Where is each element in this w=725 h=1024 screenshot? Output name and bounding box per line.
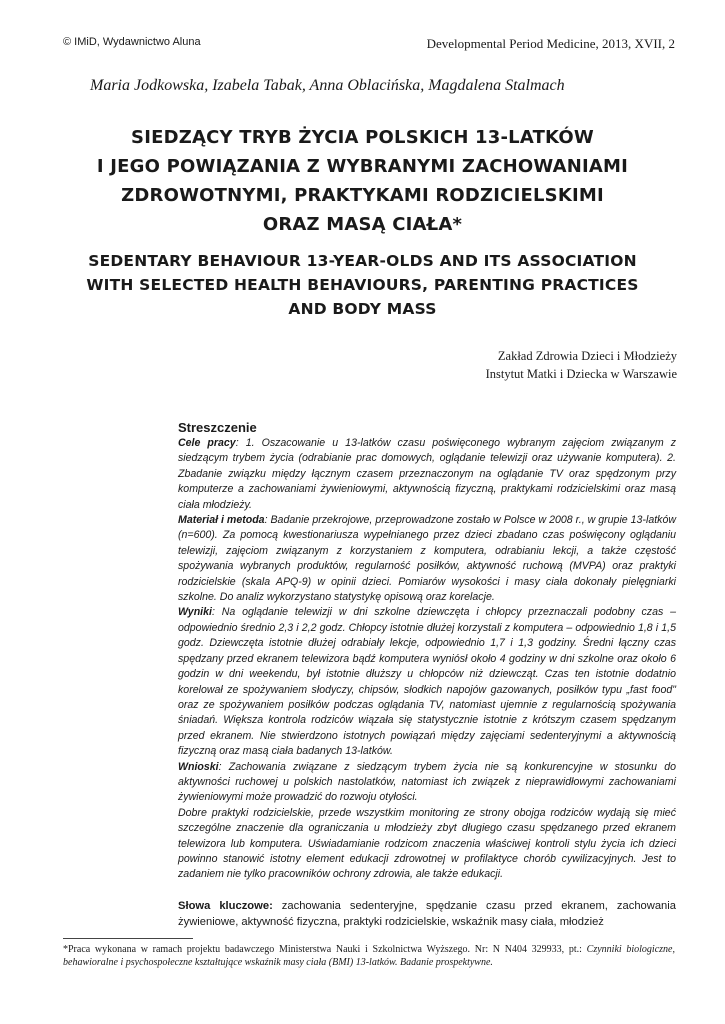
abstract-aims — [178, 436, 676, 513]
methods-label: Materiał i metoda — [178, 514, 265, 527]
title-english — [40, 249, 685, 321]
footnote-divider — [63, 938, 193, 939]
journal-copyright: © IMiD, Wydawnictwo Aluna — [63, 36, 201, 48]
conclusions-text: : Zachowania związane z siedzącym trybem życia nie są konkurencyjne w stosunku do aktywności ruchowej u polskich nastolatków, natomiast ich związek z nieprawidłowymi zachowaniami żywieniowymi może prowadzić do rozwoju otyłości. — [178, 760, 676, 804]
keywords-text: zachowania sedenteryjne, spędzanie czasu przed ekranem, zachowania żywieniowe, aktywność fizyczna, praktyki rodzicielskie, wskaźnik masy ciała, młodzież — [178, 899, 676, 928]
title-polish-line: SIEDZĄCY TRYB ŻYCIA POLSKICH 13-LATKÓW — [131, 127, 594, 148]
title-polish — [40, 123, 685, 239]
affiliation — [486, 347, 677, 383]
title-english-line: SEDENTARY BEHAVIOUR 13-YEAR-OLDS AND ITS ASSOCIATION — [88, 252, 637, 270]
title-english-line: AND BODY MASS — [288, 300, 437, 318]
abstract — [178, 420, 676, 930]
title-polish-line: I JEGO POWIĄZANIA Z WYBRANYMI ZACHOWANIAMI — [96, 156, 629, 177]
conclusions-label: Wnioski — [178, 760, 219, 773]
journal-citation: Developmental Period Medicine, 2013, XVII, 2 — [426, 36, 675, 51]
footnote-text: *Praca wykonana w ramach projektu badawczego Ministerstwa Nauki i Szkolnictwa Wyższego. Nr: N N404 329933, pt.: — [63, 944, 587, 955]
affiliation-institute: Instytut Matki i Dziecka w Warszawie — [485, 367, 677, 381]
title-polish-line: ORAZ MASĄ CIAŁA* — [262, 214, 463, 235]
abstract-results — [178, 605, 676, 759]
abstract-conclusions — [178, 760, 676, 806]
results-text: : Na oglądanie telewizji w dni szkolne dziewczęta i chłopcy przeznaczali podobny czas – odpowiednio średnio 2,3 i 2,2 godz. Chłopcy istotnie dłużej korzystali z komputera – odpowiednio 1,8 i 1,5 godz. Dziewczęta istotnie dłużej odrabiały lekcje, odpowiednio 1,7 i 1,3 godziny. Średni łączny czas spędzany przed ekranem telewizora bądź komputera wyniósł około 4 godziny w dni szkolne oraz około 6 godzin w dni weekendu, był istotnie dłuższy u chłopców niż dziewcząt. Czas ten istotnie dodatnio korelował ze spożywaniem słodyczy, chipsów, słodkich napojów gazowanych, posiłków typu „fast food" oraz ze spożywaniem posiłków podczas oglądania TV, natomiast ujemnie z regularnością spożywania śniadań. Większa kontrola rodziców wiązała się statystycznie istotnie z krótszym czasem spędzanym przed ekranem. Nie stwierdzono istotnych powiązań między zajęciami sedenteryjnymi a aktywnością fizyczną oraz masą ciała badanych 13-latków. — [178, 606, 676, 758]
footnote — [63, 943, 675, 969]
keywords-label: Słowa kluczowe: — [178, 899, 273, 912]
abstract-methods — [178, 513, 676, 605]
abstract-conclusions-2: Dobre praktyki rodzicielskie, przede wszystkim monitoring ze strony obojga rodziców wydają się mieć szczególne znaczenie dla ograniczania u młodzieży zbyt długiego czasu spędzanego przed ekranem telewizora lub komputera. Uświadamianie rodzicom znaczenia właściwej kontroli stylu życia ich dzieci powinno stanowić istotny element edukacji zdrowotnej w profilaktyce chorób cywilizacyjnych. Jest to zadaniem nie tylko pracowników ochrony zdrowia, ale także edukacji. — [178, 806, 676, 881]
aims-text: : 1. Oszacowanie u 13-latków czasu poświęconego wybranym zajęciom związanym z siedzącym trybem życia (odrabianie prac domowych, oglądanie telewizji oraz używanie komputera). 2. Zbadanie związku między łącznym czasem przeznaczonym na oglądanie TV oraz spędzonym przy komputerze a zachowaniami żywieniowymi, aktywnością fizyczną, praktykami rodzicielskimi oraz masą ciała młodzieży. — [178, 437, 676, 511]
affiliation-department: Zakład Zdrowia Dzieci i Młodzieży — [497, 349, 677, 363]
abstract-heading: Streszczenie — [178, 420, 257, 435]
keywords — [178, 898, 676, 930]
aims-label: Cele pracy — [178, 437, 236, 449]
title-polish-line: ZDROWOTNYMI, PRAKTYKAMI RODZICIELSKIMI — [121, 185, 604, 206]
authors: Maria Jodkowska, Izabela Tabak, Anna Oblacińska, Magdalena Stalmach — [90, 77, 565, 94]
title-english-line: WITH SELECTED HEALTH BEHAVIOURS, PARENTING PRACTICES — [86, 276, 639, 294]
results-label: Wyniki — [178, 606, 212, 619]
abstract-body — [178, 436, 676, 883]
footnote-project-title: Czynniki biologiczne, behawioralne i psychospołeczne kształtujące wskaźnik masy ciała (BMI) 13-latków. Badanie prospektywne. — [63, 944, 675, 968]
methods-text: : Badanie przekrojowe, przeprowadzone zostało w Polsce w 2008 r., w grupie 13-latków (n=600). Za pomocą kwestionariusza wypełnianego przez dzieci zbadano czas poświęcony oglądaniu telewizji, zajęciom związanym z korzystaniem z komputera, odrabianiu lekcji, a także częstość spożywania wybranych produktów, regularność posiłków, aktywność ruchową (MVPA) oraz praktyki rodzicielskie (skala APQ-9) w opinii dzieci. Pomiarów wysokości i masy ciała dokonały pielęgniarki szkolne. Do analiz wykorzystano statystykę opisową oraz korelacje. — [178, 514, 676, 604]
